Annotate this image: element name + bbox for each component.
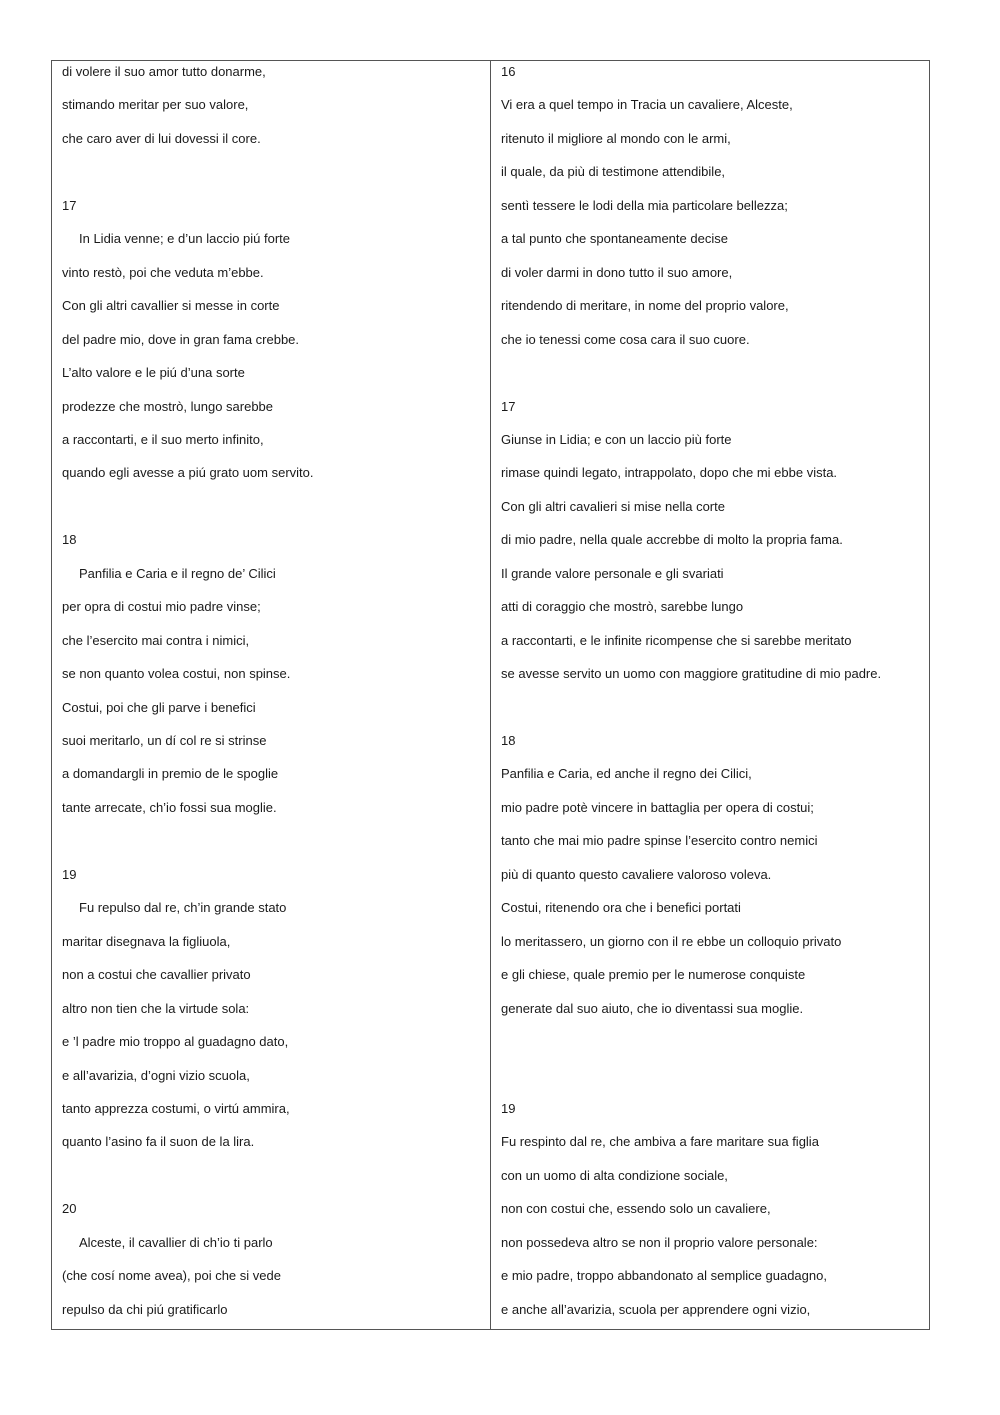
left-verse-line: tante arrecate, ch’io fossi sua moglie.: [62, 799, 277, 815]
left-verse-line: se non quanto volea costui, non spinse.: [62, 666, 291, 682]
left-stanza-number: 17: [62, 197, 77, 213]
left-verse-line: Con gli altri cavallier si messe in corte: [62, 298, 280, 314]
right-verse-line: Costui, ritenendo ora che i benefici portati: [501, 900, 741, 916]
left-verse-line: Panfilia e Caria e il regno de’ Cilici: [79, 565, 276, 581]
right-verse-line: tanto che mai mio padre spinse l’esercito contro nemici: [501, 833, 818, 849]
left-verse-line: maritar disegnava la figliuola,: [62, 933, 231, 949]
left-stanza-number: 20: [62, 1201, 77, 1217]
right-verse-line: e gli chiese, quale premio per le numerose conquiste: [501, 967, 806, 983]
left-verse-line: vinto restò, poi che veduta m’ebbe.: [62, 264, 264, 280]
left-verse-line: Costui, poi che gli parve i benefici: [62, 699, 256, 715]
right-stanza-number: 19: [501, 1100, 516, 1116]
translation-column: [491, 61, 929, 1329]
left-verse-line: Fu repulso dal re, ch’in grande stato: [79, 900, 287, 916]
right-verse-line: generate dal suo aiuto, che io diventassi sua moglie.: [501, 1000, 804, 1016]
right-verse-line: il quale, da più di testimone attendibile,: [501, 164, 726, 180]
right-stanza-number: 17: [501, 398, 516, 414]
right-verse-line: non con costui che, essendo solo un cavaliere,: [501, 1201, 771, 1217]
left-verse-line: del padre mio, dove in gran fama crebbe.: [62, 331, 300, 347]
left-verse-line: di volere il suo amor tutto donarme,: [62, 64, 266, 79]
left-verse-line: che l’esercito mai contra i nimici,: [62, 632, 250, 648]
left-verse-line: suoi meritarlo, un dí col re si strinse: [62, 733, 267, 748]
right-verse-line: che io tenessi come cosa cara il suo cuore.: [501, 331, 750, 347]
right-verse-line: rimase quindi legato, intrappolato, dopo che mi ebbe vista.: [501, 465, 838, 481]
right-verse-line: atti di coraggio che mostrò, sarebbe lungo: [501, 599, 744, 615]
right-verse-line: non possedeva altro se non il proprio valore personale:: [501, 1234, 818, 1250]
right-stanza-number: 16: [501, 64, 516, 79]
text-table: [51, 60, 930, 1330]
right-verse-line: Vi era a quel tempo in Tracia un cavaliere, Alceste,: [501, 97, 793, 113]
original-verse-column: [52, 61, 491, 1329]
right-verse-line: sentì tessere le lodi della mia particolare bellezza;: [501, 197, 788, 213]
left-verse-line: prodezze che mostrò, lungo sarebbe: [62, 398, 274, 414]
right-verse-line: a raccontarti, e le infinite ricompense che si sarebbe meritato: [501, 632, 852, 648]
left-verse-line: non a costui che cavallier privato: [62, 967, 251, 983]
right-stanza-number: 18: [501, 733, 516, 748]
right-verse-line: se avesse servito un uomo con maggiore gratitudine di mio padre.: [501, 666, 882, 682]
left-verse-line: quanto l’asino fa il suon de la lira.: [62, 1134, 255, 1150]
right-verse-line: Panfilia e Caria, ed anche il regno dei Cilici,: [501, 766, 752, 782]
left-stanza-number: 18: [62, 532, 77, 548]
right-verse-line: Il grande valore personale e gli svariati: [501, 565, 724, 581]
left-verse-line: e all’avarizia, d’ogni vizio scuola,: [62, 1067, 250, 1083]
right-verse-line: e anche all’avarizia, scuola per apprendere ogni vizio,: [501, 1301, 811, 1317]
right-verse-line: ritenuto il migliore al mondo con le armi,: [501, 130, 731, 146]
right-verse-line: di mio padre, nella quale accrebbe di molto la propria fama.: [501, 532, 843, 548]
left-verse-line: altro non tien che la virtude sola:: [62, 1000, 250, 1016]
left-verse-line: a raccontarti, e il suo merto infinito,: [62, 431, 264, 447]
left-verse-line: che caro aver di lui dovessi il core.: [62, 130, 261, 146]
left-verse-line: tanto apprezza costumi, o virtú ammira,: [62, 1100, 290, 1116]
right-verse-line: mio padre potè vincere in battaglia per opera di costui;: [501, 799, 814, 815]
left-verse-line: quando egli avesse a piú grato uom servito.: [62, 465, 314, 481]
right-verse-line: più di quanto questo cavaliere valoroso voleva.: [501, 866, 772, 882]
left-verse-line: repulso da chi piú gratificarlo: [62, 1301, 228, 1317]
right-verse-line: e mio padre, troppo abbandonato al semplice guadagno,: [501, 1268, 827, 1284]
right-verse-line: di voler darmi in dono tutto il suo amore,: [501, 264, 733, 280]
left-verse-line: e ’l padre mio troppo al guadagno dato,: [62, 1034, 289, 1050]
right-verse-line: Con gli altri cavalieri si mise nella corte: [501, 498, 725, 514]
right-verse-line: Giunse in Lidia; e con un laccio più forte: [501, 431, 732, 447]
left-verse-line: (che cosí nome avea), poi che si vede: [62, 1268, 281, 1284]
left-verse-line: L’alto valore e le piú d’una sorte: [62, 365, 245, 381]
right-verse-line: a tal punto che spontaneamente decise: [501, 231, 728, 247]
left-verse-line: Alceste, il cavallier di ch’io ti parlo: [79, 1234, 273, 1250]
left-stanza-number: 19: [62, 866, 77, 882]
left-verse-line: per opra di costui mio padre vinse;: [62, 599, 261, 615]
right-verse-line: ritendendo di meritare, in nome del proprio valore,: [501, 298, 789, 314]
right-verse-line: Fu respinto dal re, che ambiva a fare maritare sua figlia: [501, 1134, 819, 1150]
right-verse-line: con un uomo di alta condizione sociale,: [501, 1167, 728, 1183]
left-verse-line: In Lidia venne; e d’un laccio piú forte: [79, 231, 291, 247]
left-verse-line: a domandargli in premio de le spoglie: [62, 766, 279, 782]
right-verse-line: lo meritassero, un giorno con il re ebbe un colloquio privato: [501, 933, 842, 949]
left-verse-line: stimando meritar per suo valore,: [62, 97, 249, 113]
